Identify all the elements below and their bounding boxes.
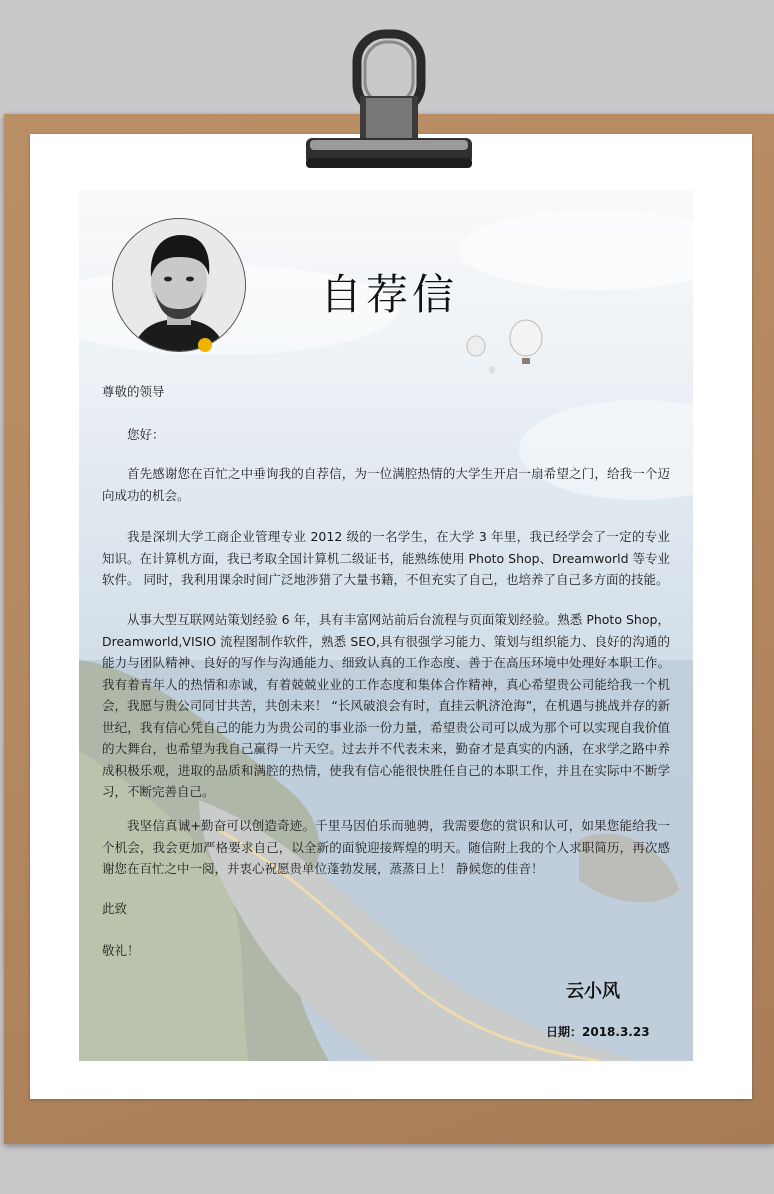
paragraph-2: 我是深圳大学工商企业管理专业 2012 级的一名学生，在大学 3 年里，我已经学会了一定的专业知识。在计算机方面，我已考取全国计算机二级证书，能熟练使用 Photo Shop、Dreamworld 等专业软件。 同时，我利用课余时间广泛地涉猎了大量书籍，不但充实了自己，也培养了自己多方面的技能。 <box>102 529 670 587</box>
person-portrait-icon <box>113 219 245 351</box>
greeting: 您好： <box>127 427 165 442</box>
avatar <box>112 218 246 352</box>
signature-date: 日期：2018.3.23 <box>546 1025 650 1039</box>
closing-line-2: 敬礼！ <box>102 943 140 958</box>
page-title: 自荐信 <box>320 270 459 319</box>
signature-name: 云小风 <box>566 981 620 1002</box>
avatar-accent-dot <box>198 338 212 352</box>
salutation: 尊敬的领导 <box>102 384 165 399</box>
paragraph-4: 我坚信真诚+勤奋可以创造奇迹。千里马因伯乐而驰骋，我需要您的赏识和认可，如果您能给我一个机会，我会更加严格要求自己，以全新的面貌迎接辉煌的明天。随信附上我的个人求职简历，再次感谢您在百忙之中一阅，并衷心祝愿贵单位蓬勃发展，蒸蒸日上！ 静候您的佳音！ <box>102 818 670 876</box>
hot-air-balloon-icon <box>462 318 552 378</box>
paragraph-1: 首先感谢您在百忙之中垂询我的自荐信，为一位满腔热情的大学生开启一扇希望之门，给我一个迈向成功的机会。 <box>102 466 670 503</box>
closing-line-1: 此致 <box>102 901 128 916</box>
binder-clip-icon <box>300 26 478 176</box>
paragraph-3: 从事大型互联网站策划经验 6 年，具有丰富网站前后台流程与页面策划经验。熟悉 Photo Shop，Dreamworld,VISIO 流程图制作软件，熟悉 SEO,具有很强学习能力、策划与组织能力、良好的沟通的能力与团队精神、良好的写作与沟通能力、细致认真的工作态度、善于在高压环境中处理好本职工作。 我有着青年人的热情和赤诚，有着兢兢业业的工作态度和集体合作精神，真心希望贵公司能给我一个机会，我愿与贵公司同甘共苦，共创未来！ “长风破浪会有时，直挂云帆济沧海”，在机遇与挑战并存的新世纪，我有信心凭自己的能力为贵公司的事业添一份力量，希望贵公司可以成为那个可以实现自我价值的大舞台，也希望为我自己赢得一片天空。过去并不代表未来，勤奋才是真实的内涵，在求学之路中养成积极乐观，进取的品质和满腔的热情，使我有信心能很快胜任自己的本职工作，并且在实际中不断学习，不断完善自己。 <box>102 612 670 799</box>
